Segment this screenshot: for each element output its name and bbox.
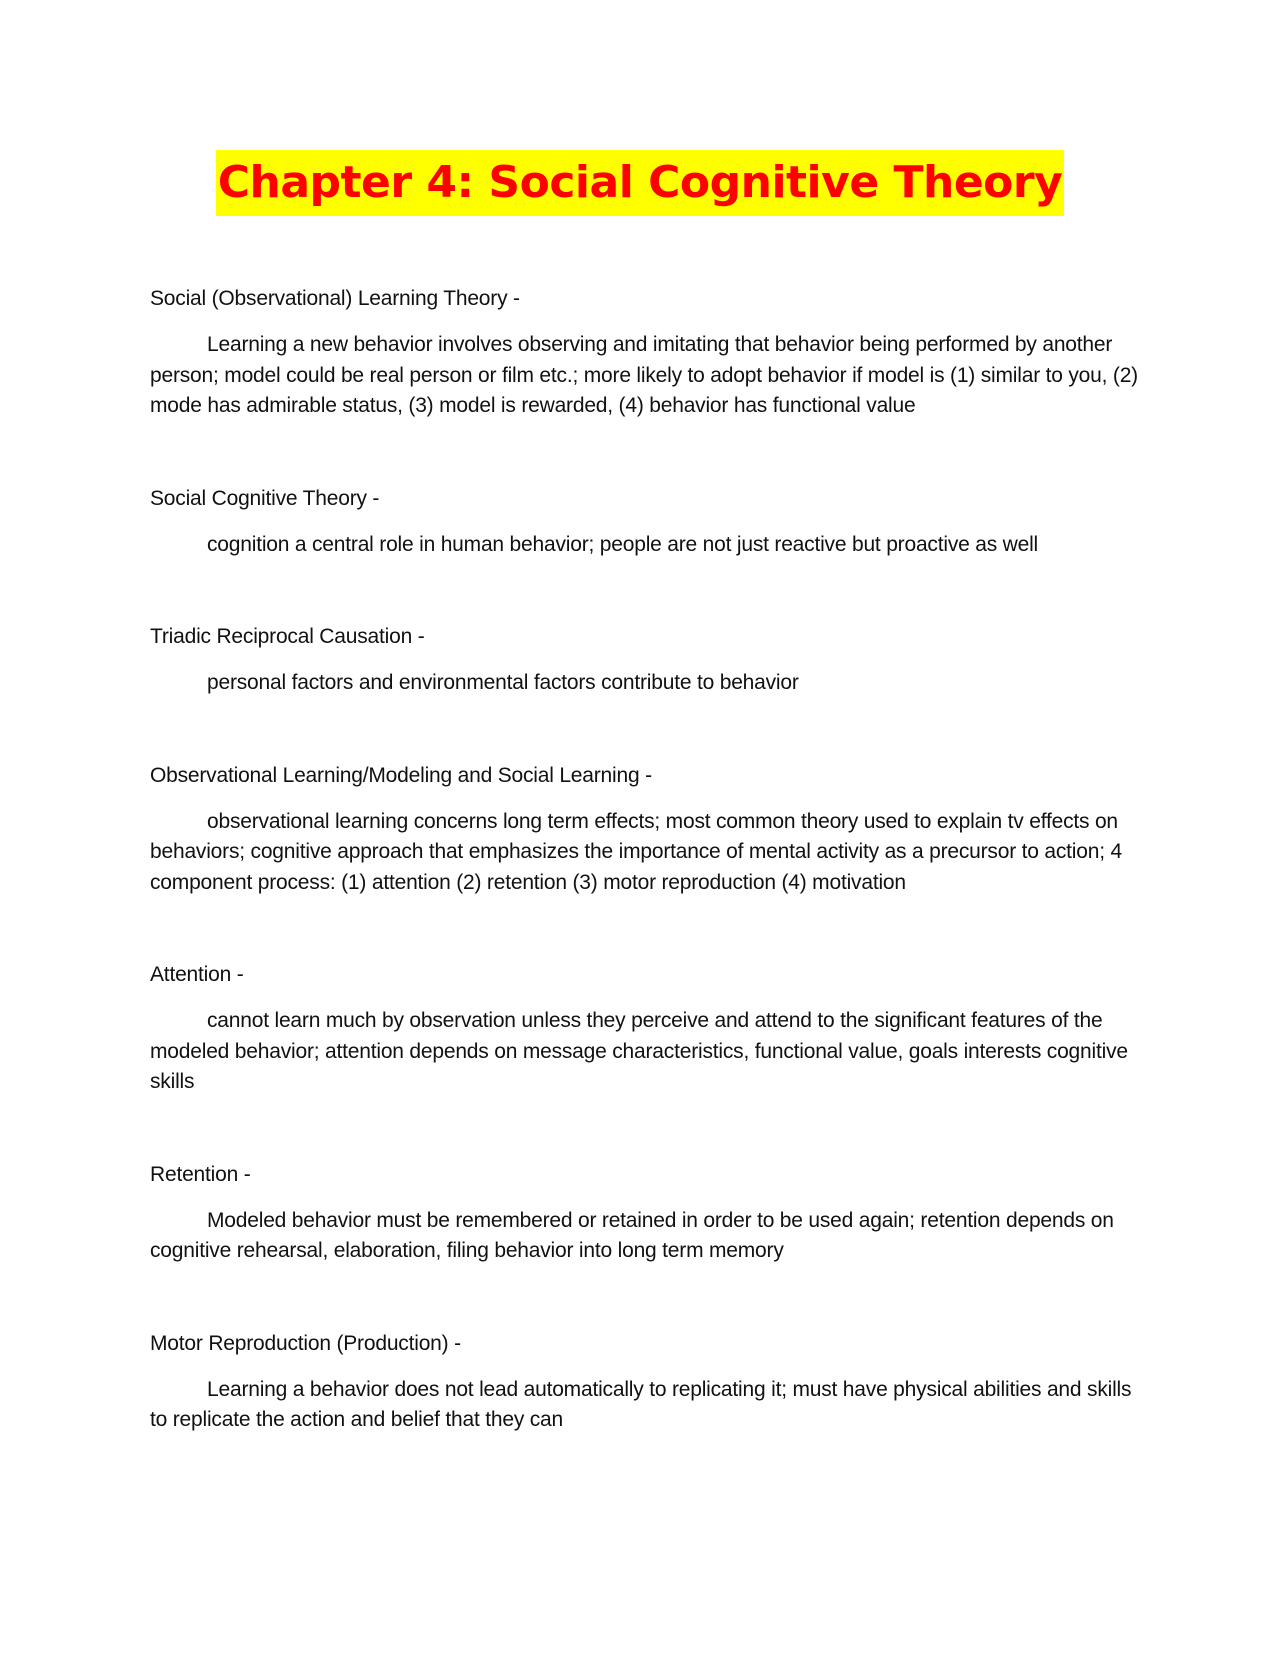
term-definition: cognition a central role in human behavior; people are not just reactive but proactive as well: [207, 532, 1039, 556]
term-definition: Learning a behavior does not lead automatically to replicating it; must have physical abilities and skills to replicate the action and belief that they can: [150, 1377, 1132, 1431]
term-definition: Learning a new behavior involves observing and imitating that behavior being performed by another person; model could be real person or film etc.; more likely to adopt behavior if model is (1) similar to you, (2) mode has admirable status, (3) model is rewarded, (4) behavior has functional value: [150, 333, 1138, 417]
section-motor-reproduction: [150, 1329, 1140, 1436]
term-definition: Modeled behavior must be remembered or retained in order to be used again; retention depends on cognitive rehearsal, elaboration, filing behavior into long term memory: [150, 1208, 1114, 1262]
term-heading: Attention -: [150, 963, 244, 986]
page-title: Chapter 4: Social Cognitive Theory: [216, 150, 1065, 216]
section-retention: [150, 1160, 1140, 1267]
section-attention: [150, 960, 1140, 1098]
document-body: [150, 284, 1140, 1498]
term-heading: Retention -: [150, 1162, 251, 1186]
term-definition: personal factors and environmental factors contribute to behavior: [207, 671, 799, 694]
term-definition: observational learning concerns long term effects; most common theory used to explain tv effects on behaviors; cognitive approach that emphasizes the importance of mental activity as a precursor to action; 4 component process: (1) attention (2) retention (3) motor reproduction (4) motivation: [150, 809, 1122, 894]
term-heading: Social (Observational) Learning Theory -: [150, 287, 520, 310]
section-social-cognitive-theory: [150, 484, 1140, 561]
term-heading: Motor Reproduction (Production) -: [150, 1331, 461, 1355]
term-heading: Observational Learning/Modeling and Social Learning -: [150, 763, 652, 787]
term-heading: Triadic Reciprocal Causation -: [150, 625, 425, 648]
term-heading: Social Cognitive Theory -: [150, 486, 380, 510]
term-definition: cannot learn much by observation unless they perceive and attend to the significant features of the modeled behavior; attention depends on message characteristics, functional value, goals interests cognitive skills: [150, 1009, 1128, 1093]
section-observational-learning: [150, 761, 1140, 899]
section-social-learning-theory: [150, 284, 1140, 422]
title-container: [0, 150, 1280, 216]
section-triadic-reciprocal-causation: [150, 622, 1140, 699]
